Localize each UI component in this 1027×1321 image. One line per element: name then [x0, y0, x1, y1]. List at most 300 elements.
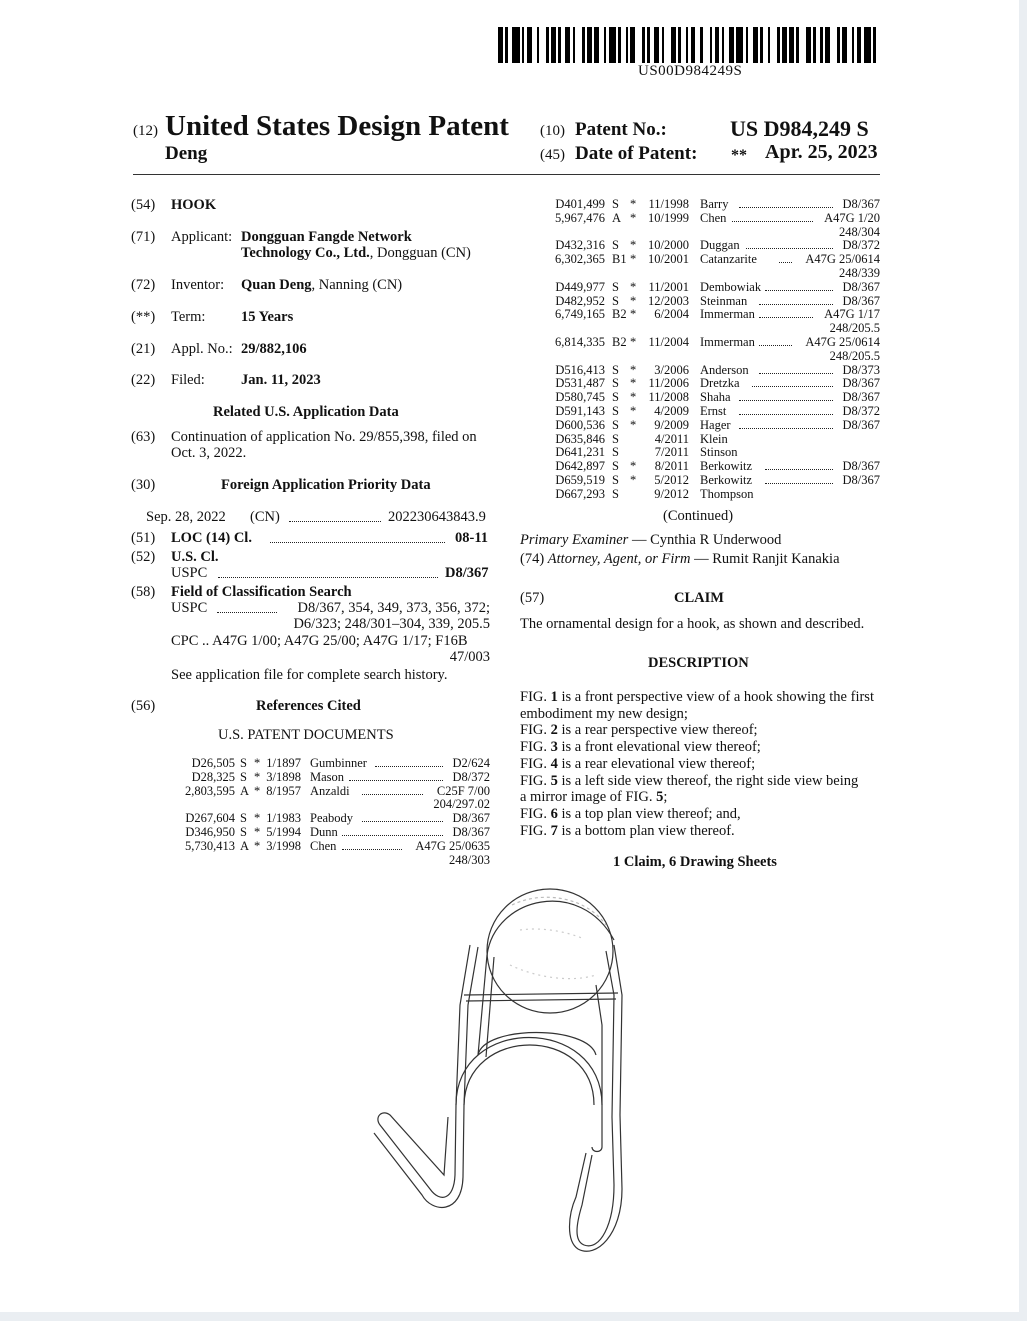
description-line [520, 722, 874, 739]
reference-row-continuation [550, 266, 880, 280]
leader-dots [270, 542, 445, 543]
ref-date: 11/2001 [648, 279, 689, 294]
refs-subheading: U.S. PATENT DOCUMENTS [218, 727, 394, 743]
hook-wire [592, 1105, 602, 1152]
hook-wire [466, 999, 616, 1001]
ref-kind: S [240, 769, 247, 784]
barcode-bar [736, 27, 743, 63]
ref-date: 8/1957 [266, 783, 301, 798]
ref-name: Thompson [700, 486, 754, 501]
hook-right-leg [577, 1117, 614, 1246]
reference-row [550, 197, 880, 211]
filed-label: Filed: [171, 372, 205, 388]
ref-class: D8/367 [452, 811, 490, 826]
ref-name: Chen [700, 210, 727, 225]
date-label: Date of Patent: [575, 143, 698, 164]
ref-kind: S [612, 473, 619, 487]
description-text-part: is a left side view thereof, the right side view being [557, 772, 859, 789]
leader-dots [765, 290, 833, 291]
ref-kind: S [612, 238, 619, 253]
leader-dots [759, 317, 813, 318]
ref-star: * [630, 362, 637, 377]
reference-row [550, 376, 880, 390]
ref-kind: S [240, 811, 247, 826]
ref-number: D401,499 [555, 197, 605, 211]
patent-no-label: Patent No.: [575, 119, 667, 140]
ref-name: Immerman [700, 307, 755, 322]
description-line [520, 789, 874, 806]
term-label: Term: [171, 309, 206, 325]
ref-number: D346,950 [185, 825, 235, 839]
ref-number: D667,293 [555, 486, 605, 501]
leader-dots [289, 521, 381, 522]
loc-label: LOC (14) Cl. [171, 530, 252, 546]
ref-name: Mason [310, 769, 345, 784]
reference-row [550, 294, 880, 308]
ref-star: * [630, 459, 637, 474]
reference-row [160, 811, 490, 825]
ref-name: Stinson [700, 445, 738, 460]
document-type-title: United States Design Patent [165, 110, 509, 142]
reference-row [550, 445, 880, 459]
figure-number: 3 [550, 739, 558, 756]
ref-star: * [630, 390, 637, 405]
barcode-bar [876, 27, 881, 63]
ref-date: 9/2012 [654, 486, 689, 501]
ref-kind: S [612, 417, 619, 432]
ref-name: Gumbinner [310, 756, 367, 770]
ref-date: 11/1998 [648, 197, 689, 211]
ref-class: D8/367 [842, 293, 880, 308]
leader-dots [732, 221, 812, 222]
figure-number: 7 [550, 822, 558, 839]
ref-kind: S [240, 756, 247, 770]
ref-date: 1/1897 [266, 756, 301, 770]
reference-row [550, 280, 880, 294]
leader-dots [759, 345, 793, 346]
claim-code: (57) [520, 590, 545, 606]
description-line [520, 689, 874, 706]
leader-dots [752, 386, 833, 387]
ref-kind: A [240, 783, 250, 798]
description-text-part: is a top plan view thereof; and, [557, 805, 741, 822]
cpc-line2: 47/003 [449, 649, 490, 665]
hook-wire [606, 951, 614, 1117]
filed-value: Jan. 11, 2023 [241, 372, 321, 388]
ref-kind: S [612, 459, 619, 474]
ref-class-secondary: 248/303 [449, 852, 490, 867]
ref-star: * [630, 210, 637, 225]
inventor-code: (72) [131, 277, 156, 293]
leader-dots [218, 577, 438, 578]
barcode-bar [864, 27, 871, 63]
barcode-bar [635, 27, 642, 63]
field-heading: Field of Classification Search [171, 584, 352, 600]
code-10: (10) [540, 123, 565, 139]
loc-value: 08-11 [455, 530, 489, 546]
ref-number: D482,952 [555, 293, 605, 308]
ref-number: D600,536 [555, 417, 605, 432]
ref-name: Hager [700, 417, 731, 432]
ref-kind: S [612, 197, 619, 211]
ref-name: Dretzka [700, 376, 740, 391]
claim-text: The ornamental design for a hook, as shown and described. [520, 616, 865, 632]
attorney-line [520, 551, 840, 568]
ref-date: 11/2008 [648, 390, 689, 405]
barcode [498, 27, 881, 63]
ref-name: Ernst [700, 404, 727, 418]
ref-date: 4/2009 [654, 404, 689, 418]
leader-dots [375, 766, 443, 767]
field-uspc-line2: D6/323; 248/301–304, 339, 205.5 [293, 616, 490, 632]
ref-number: 2,803,595 [185, 783, 235, 798]
inventor-location: , Nanning (CN) [311, 277, 403, 293]
claim-heading: CLAIM [674, 590, 724, 606]
leader-dots [759, 304, 833, 305]
description-heading: DESCRIPTION [648, 655, 749, 671]
description-text-part: ; [663, 789, 668, 806]
applicant-line1: Dongguan Fangde Network [241, 229, 412, 245]
ref-star: * [630, 197, 637, 211]
ref-class: D8/367 [842, 459, 880, 474]
header-rule [133, 174, 880, 175]
inventor-surname: Deng [165, 143, 208, 164]
ref-kind: S [612, 362, 619, 377]
ref-date: 10/2001 [648, 252, 689, 267]
continuation-line1: Continuation of application No. 29/855,398, filed on [171, 429, 477, 445]
refs-heading: References Cited [256, 698, 361, 714]
related-heading: Related U.S. Application Data [213, 404, 399, 420]
ref-kind: B1 [612, 252, 627, 267]
ref-star: * [254, 838, 261, 853]
continuation-line2: Oct. 3, 2022. [171, 445, 247, 461]
ref-kind: S [612, 279, 619, 294]
ref-number: 6,749,165 [555, 307, 605, 322]
uspc-value: D8/367 [445, 565, 489, 581]
reference-row [550, 238, 880, 252]
term-code: (**) [131, 309, 156, 325]
leader-dots [765, 483, 833, 484]
ref-name: Steinman [700, 293, 748, 308]
ref-kind: B2 [612, 335, 627, 349]
ref-number: D635,846 [555, 431, 605, 446]
ref-date: 5/2012 [654, 473, 689, 487]
claims-sheets: 1 Claim, 6 Drawing Sheets [613, 854, 777, 870]
figure-number: 5 [656, 789, 664, 806]
barcode-bar [575, 27, 582, 63]
foreign-number: 202230643843.9 [388, 509, 486, 525]
description-text-part: is a rear elevational view thereof; [557, 755, 756, 772]
ref-date: 12/2003 [648, 293, 689, 308]
ref-star: * [630, 335, 637, 349]
continued-note: (Continued) [663, 508, 734, 524]
ref-kind: B2 [612, 307, 627, 322]
ref-star: * [254, 811, 261, 826]
ref-name: Klein [700, 431, 728, 446]
ref-class: D8/367 [842, 197, 880, 211]
description-text-part: a mirror image of FIG. [520, 789, 657, 806]
uscl-label: U.S. Cl. [171, 549, 219, 565]
ref-date: 10/2000 [648, 238, 689, 253]
hook-left-leg [378, 1105, 456, 1197]
ref-kind: S [612, 486, 619, 501]
description-text-part: FIG. [520, 739, 551, 756]
ref-date: 3/2006 [654, 362, 689, 377]
leader-dots [759, 373, 833, 374]
ref-number: D28,325 [191, 769, 235, 784]
ref-name: Chen [310, 838, 337, 853]
leader-dots [739, 428, 833, 429]
field-code: (58) [131, 584, 156, 600]
ref-star: * [630, 376, 637, 391]
ref-name: Catanzarite [700, 252, 757, 267]
ref-star: * [630, 417, 637, 432]
barcode-number: US00D984249S [638, 63, 743, 79]
description-text-part: is a rear perspective view thereof; [557, 722, 758, 739]
description-text-part: FIG. [520, 755, 551, 772]
description-text-part: embodiment my new design; [520, 705, 688, 722]
inventor-name: Quan Deng [241, 277, 312, 293]
ref-date: 5/1994 [266, 825, 301, 839]
reference-row [550, 473, 880, 487]
description-line [520, 823, 874, 840]
hook-arch [456, 1038, 602, 1106]
design-title: HOOK [171, 197, 217, 213]
description-text-part: FIG. [520, 805, 551, 822]
ref-class-secondary: 248/205.5 [829, 321, 880, 336]
leader-dots [746, 248, 834, 249]
applicant-line2 [241, 245, 471, 262]
date-mark: ** [731, 147, 747, 164]
ref-kind: A [612, 210, 622, 225]
ref-date: 3/1998 [266, 838, 301, 853]
description-text-part: is a bottom plan view thereof. [557, 822, 735, 839]
ref-number: 5,730,413 [185, 838, 235, 853]
ref-number: 6,302,365 [555, 252, 605, 267]
title-code: (54) [131, 197, 156, 213]
attorney-code: (74) [520, 551, 545, 567]
foreign-date: Sep. 28, 2022 [146, 509, 226, 525]
hook-wire [614, 945, 622, 1115]
reference-row [160, 770, 490, 784]
examiner-name: — Cynthia R Underwood [628, 532, 782, 548]
ref-kind: S [612, 376, 619, 391]
ref-class: A47G 25/0614 [805, 252, 880, 267]
hook-cap-rim [487, 901, 614, 955]
ref-kind: A [240, 838, 250, 853]
reference-row [550, 252, 880, 266]
barcode-bar [799, 27, 806, 63]
ref-kind: S [612, 404, 619, 418]
ref-class-secondary: 248/205.5 [829, 348, 880, 363]
ref-number: D449,977 [555, 279, 605, 294]
ref-class: D8/372 [842, 404, 880, 418]
examiner-label: Primary Examiner [520, 532, 629, 548]
ref-star: * [254, 769, 261, 784]
leader-dots [739, 207, 833, 208]
appl-code: (21) [131, 341, 156, 357]
reference-row [550, 390, 880, 404]
applicant-label: Applicant: [171, 229, 233, 245]
figure-number: 6 [550, 805, 558, 822]
reference-row [550, 418, 880, 432]
hook-wire [478, 955, 487, 1055]
leader-dots [217, 612, 277, 613]
ref-number: D591,143 [555, 404, 605, 418]
description-line [520, 706, 874, 723]
barcode-bar [830, 27, 837, 63]
reference-row-continuation [550, 225, 880, 239]
ref-date: 7/2011 [654, 445, 689, 460]
reference-row [550, 335, 880, 349]
ref-name: Anzaldi [310, 783, 350, 798]
reference-row-continuation [550, 321, 880, 335]
ref-date: 10/1999 [648, 210, 689, 225]
attorney-label: Attorney, Agent, or Firm [547, 551, 691, 567]
ref-name: Dunn [310, 825, 338, 839]
ref-class: A47G 1/17 [824, 307, 880, 322]
description-text-part: is a front elevational view thereof; [557, 739, 761, 756]
ref-number: D580,745 [555, 390, 605, 405]
ref-kind: S [612, 390, 619, 405]
foreign-code: (30) [131, 477, 156, 493]
ref-number: D641,231 [555, 445, 605, 460]
leader-dots [362, 821, 443, 822]
leader-dots [342, 849, 402, 850]
ref-star: * [630, 307, 637, 322]
ref-kind: S [612, 445, 619, 460]
leader-dots [765, 469, 833, 470]
reference-row [550, 363, 880, 377]
search-note: See application file for complete search history. [171, 667, 448, 683]
reference-row [160, 756, 490, 770]
ref-name: Anderson [700, 362, 749, 377]
ref-class: D8/372 [452, 769, 490, 784]
reference-row [550, 487, 880, 501]
leader-dots [342, 835, 443, 836]
ref-name: Berkowitz [700, 459, 753, 474]
reference-row [550, 404, 880, 418]
uscl-code: (52) [131, 549, 156, 565]
description-text-part: FIG. [520, 689, 551, 705]
figure-number: 1 [550, 689, 558, 705]
ref-class-secondary: 248/339 [839, 266, 880, 280]
reference-row [550, 307, 880, 321]
ref-class: D8/367 [842, 473, 880, 487]
continuation-code: (63) [131, 429, 156, 445]
ref-date: 8/2011 [654, 459, 689, 474]
reference-row-continuation [160, 853, 490, 867]
description-text-part: FIG. [520, 822, 551, 839]
uspc-label: USPC [171, 565, 208, 581]
figure-number: 5 [550, 772, 558, 789]
ref-name: Berkowitz [700, 473, 753, 487]
applicant-company: Technology Co., Ltd. [241, 245, 370, 261]
description-line [520, 756, 874, 773]
ref-star: * [254, 825, 261, 839]
ref-number: D659,519 [555, 473, 605, 487]
leader-dots [739, 400, 833, 401]
ref-number: D267,604 [185, 811, 235, 826]
applicant-code: (71) [131, 229, 156, 245]
reference-row [550, 432, 880, 446]
ref-star: * [630, 279, 637, 294]
term-value: 15 Years [241, 309, 294, 325]
ref-kind: S [612, 431, 619, 446]
inventor-label: Inventor: [171, 277, 225, 293]
ref-date: 9/2009 [654, 417, 689, 432]
description-text-part: FIG. [520, 722, 551, 739]
appl-value: 29/882,106 [241, 341, 307, 357]
barcode-bar [770, 27, 777, 63]
filed-code: (22) [131, 372, 156, 388]
code-12: (12) [133, 123, 158, 139]
barcode-bar [539, 27, 546, 63]
hook-cap-shading [520, 929, 584, 939]
description-text [520, 689, 874, 839]
ref-class: D8/372 [842, 238, 880, 253]
ref-name: Barry [700, 197, 729, 211]
barcode-bar [512, 27, 519, 63]
figure-number: 2 [550, 722, 558, 739]
ref-number: 5,967,476 [555, 210, 605, 225]
ref-class-secondary: 248/304 [839, 224, 880, 239]
code-45: (45) [540, 147, 565, 163]
ref-date: 3/1898 [266, 769, 301, 784]
ref-kind: S [240, 825, 247, 839]
ref-name: Shaha [700, 390, 731, 405]
reference-row [550, 459, 880, 473]
ref-star: * [630, 238, 637, 253]
reference-row [550, 211, 880, 225]
ref-class: A47G 25/0635 [415, 838, 490, 853]
ref-date: 6/2004 [654, 307, 689, 322]
description-line [520, 806, 874, 823]
leader-dots [779, 262, 793, 263]
ref-class-secondary: 204/297.02 [433, 797, 490, 812]
ref-star: * [254, 756, 261, 770]
examiner-line [520, 532, 781, 549]
attorney-name: — Rumit Ranjit Kanakia [690, 551, 840, 567]
foreign-heading: Foreign Application Priority Data [221, 477, 431, 493]
appl-label: Appl. No.: [171, 341, 233, 357]
leader-dots [362, 794, 423, 795]
reference-row-continuation [550, 349, 880, 363]
ref-date: 11/2006 [648, 376, 689, 391]
reference-row [160, 839, 490, 853]
description-line [520, 773, 874, 790]
loc-code: (51) [131, 530, 156, 546]
reference-row [160, 825, 490, 839]
field-uspc-line1: D8/367, 354, 349, 373, 356, 372; [297, 600, 490, 616]
barcode-bar [664, 27, 671, 63]
reference-row [160, 784, 490, 798]
ref-star: * [630, 473, 637, 487]
refs-code: (56) [131, 698, 156, 714]
hook-arch [464, 1045, 594, 1105]
patent-number: US D984,249 S [730, 116, 869, 141]
ref-class: D8/373 [842, 362, 880, 377]
ref-kind: S [612, 293, 619, 308]
applicant-location: , Dongguan (CN) [369, 245, 471, 261]
ref-class: C25F 7/00 [436, 783, 490, 798]
ref-class: D8/367 [842, 279, 880, 294]
ref-class: D8/367 [452, 825, 490, 839]
ref-star: * [630, 404, 637, 418]
inventor-line [241, 277, 402, 294]
ref-class: D8/367 [842, 417, 880, 432]
ref-date: 11/2004 [648, 335, 689, 349]
